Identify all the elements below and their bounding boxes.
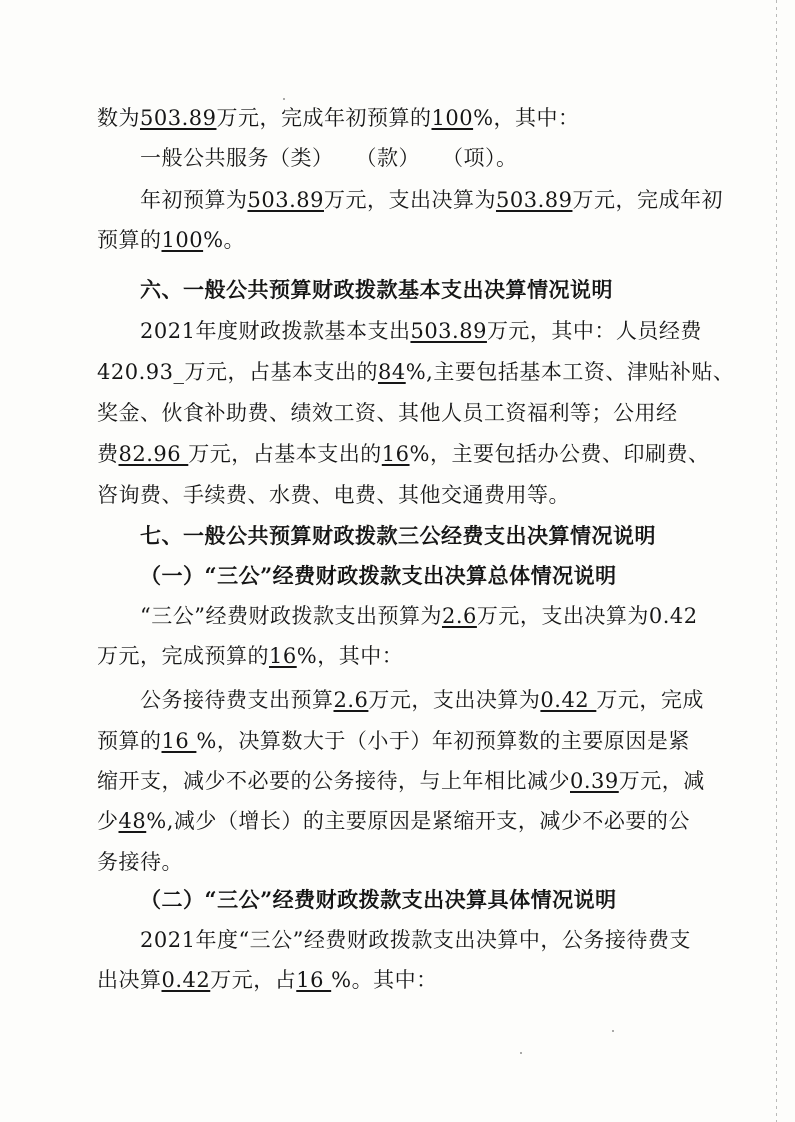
underlined-value: 0.42: [161, 968, 211, 992]
text-segment: （一）“三公”经费财政拨款支出决算总体情况说明: [140, 563, 617, 588]
section-heading: [140, 521, 656, 551]
text-line: [140, 143, 518, 173]
scan-speck: [283, 98, 285, 100]
text-line: [97, 726, 690, 756]
underlined-value: 2.6: [441, 604, 477, 628]
text-line: [97, 641, 403, 671]
underlined-value: 100: [161, 228, 204, 252]
text-segment: %。: [203, 228, 246, 252]
text-line: [97, 965, 438, 995]
underlined-value: 0.39: [570, 769, 619, 793]
section-heading: [140, 561, 617, 591]
underlined-value: 16: [269, 644, 297, 668]
text-segment: 咨询费、手续费、水费、电费、其他交通费用等。: [97, 483, 570, 507]
text-line: [140, 685, 704, 715]
text-segment: 万元，其中：人员经费: [486, 319, 702, 343]
text-line: [140, 601, 698, 631]
text-segment: 万元，完成: [596, 688, 704, 712]
text-segment: 万元，支出决算为: [368, 688, 541, 712]
text-line: [140, 185, 723, 215]
underlined-value: 16: [296, 968, 332, 992]
underlined-value: 48: [118, 809, 147, 833]
text-segment: %,主要包括基本工资、津贴补贴、: [405, 360, 735, 384]
text-segment: 奖金、伙食补助费、绩效工资、其他人员工资福利等；公用经: [97, 401, 678, 425]
section-heading: [140, 275, 613, 305]
underlined-value: 100: [431, 106, 474, 130]
text-segment: 数为: [97, 106, 140, 130]
text-line: [97, 398, 678, 428]
text-segment: 年初预算为: [140, 188, 248, 212]
text-segment: 公务接待费支出预算: [140, 688, 334, 712]
text-segment: 万元，减: [618, 769, 705, 793]
text-segment: %，其中：: [296, 644, 404, 668]
scan-edge: [776, 0, 777, 1122]
underlined-value: 503.89: [410, 319, 487, 343]
underlined-value: 503.89: [495, 188, 573, 212]
underlined-value: 2.6: [333, 688, 369, 712]
text-segment: 万元，完成预算的: [97, 644, 269, 668]
text-segment: “三公”经费财政拨款支出预算为: [140, 604, 442, 628]
text-line: [140, 925, 691, 955]
text-segment: （二）“三公”经费财政拨款支出决算具体情况说明: [140, 887, 617, 912]
text-segment: 费: [97, 442, 119, 466]
text-line: [97, 480, 570, 510]
text-segment: 务接待。: [97, 850, 183, 874]
text-segment: 七、一般公共预算财政拨款三公经费支出决算情况说明: [140, 523, 656, 548]
text-segment: 420.93_万元，占基本支出的: [97, 360, 378, 384]
text-segment: 预算的: [97, 729, 162, 753]
text-segment: 万元，占基本支出的: [188, 442, 382, 466]
text-line: [97, 766, 705, 796]
text-segment: 一般公共服务（类） （款） （项）。: [140, 146, 518, 170]
underlined-value: 16: [161, 729, 197, 753]
text-line: [97, 225, 245, 255]
text-segment: 万元，完成年初: [572, 188, 723, 212]
text-segment: 六、一般公共预算财政拨款基本支出决算情况说明: [140, 277, 613, 302]
text-segment: 少: [97, 809, 119, 833]
text-line: [97, 357, 734, 387]
text-segment: %,减少（增长）的主要原因是紧缩开支，减少不必要的公: [146, 809, 690, 833]
text-segment: 万元，支出决算为: [323, 188, 496, 212]
underlined-value: 503.89: [140, 106, 217, 130]
text-line: [97, 847, 183, 877]
text-line: [97, 103, 580, 133]
text-line: [97, 439, 709, 469]
scan-speck: [612, 1030, 614, 1032]
text-segment: 2021年度财政拨款基本支出: [140, 319, 411, 343]
text-segment: 缩开支，减少不必要的公务接待，与上年相比减少: [97, 769, 570, 793]
scan-speck: [520, 1052, 522, 1054]
text-segment: 万元，支出决算为0.42: [476, 604, 698, 628]
text-segment: %，主要包括办公费、印刷费、: [409, 442, 710, 466]
text-segment: 万元，占: [210, 968, 297, 992]
text-line: [140, 316, 702, 346]
text-segment: %，决算数大于（小于）年初预算数的主要原因是紧: [196, 729, 690, 753]
underlined-value: 503.89: [247, 188, 324, 212]
text-segment: %。其中：: [331, 968, 438, 992]
underlined-value: 82.96: [118, 442, 189, 466]
section-heading: [140, 885, 617, 915]
text-segment: 预算的: [97, 228, 162, 252]
text-segment: 万元，完成年初预算的: [216, 106, 432, 130]
text-segment: 出决算: [97, 968, 162, 992]
text-segment: 2021年度“三公”经费财政拨款支出决算中，公务接待费支: [140, 928, 691, 952]
underlined-value: 84: [377, 360, 406, 384]
text-line: [97, 806, 690, 836]
underlined-value: 16: [381, 442, 410, 466]
underlined-value: 0.42: [540, 688, 597, 712]
text-segment: %，其中：: [473, 106, 580, 130]
